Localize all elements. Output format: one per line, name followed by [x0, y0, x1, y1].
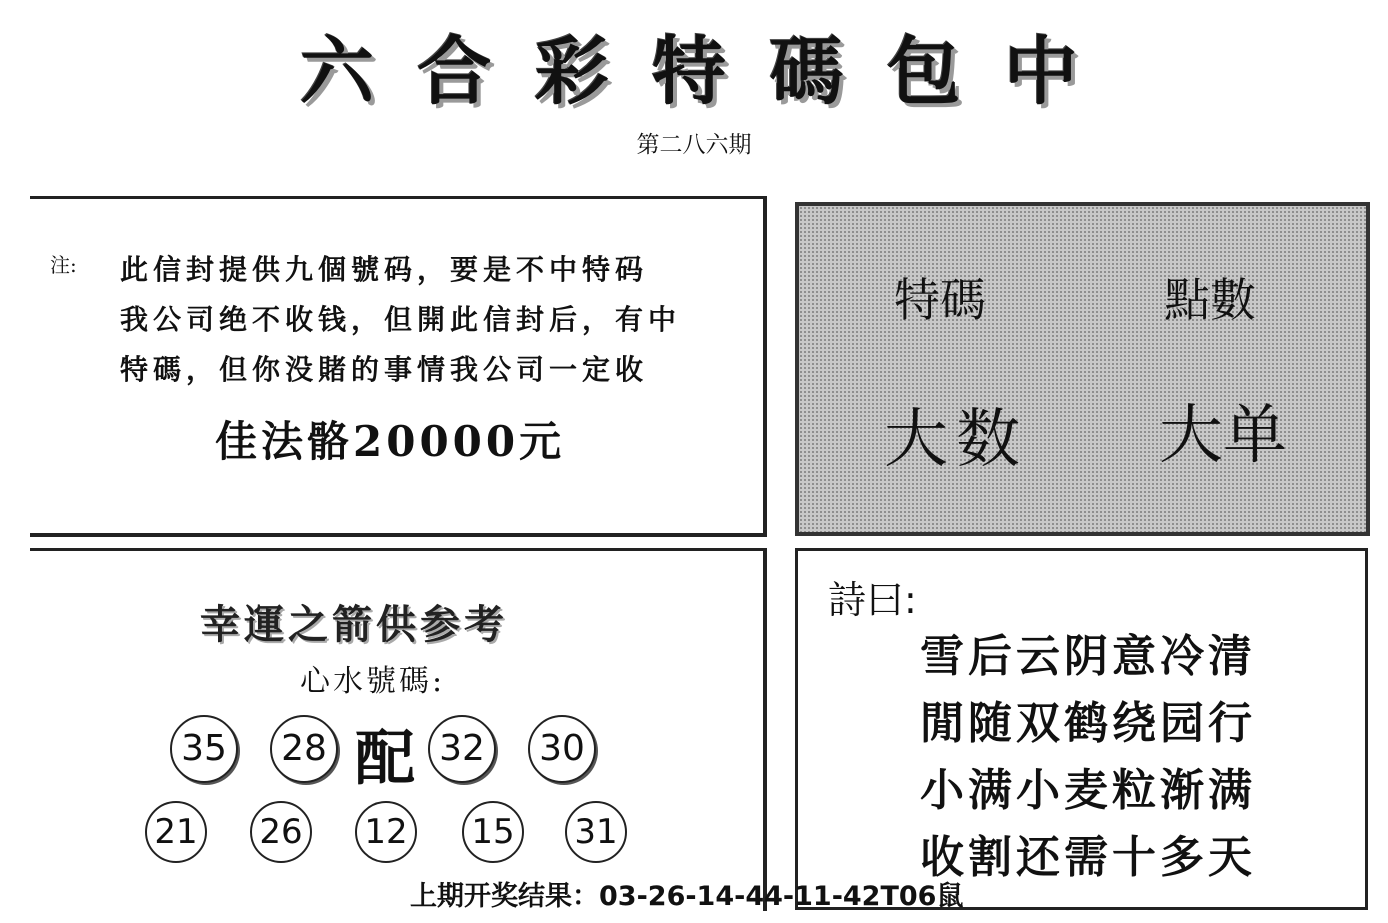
note-line: 我公司绝不收钱，但開此信封后，有中 [120, 303, 682, 336]
note-label: 注: [50, 253, 77, 277]
number-ball: 26 [250, 801, 312, 863]
tip-header-right: 點數 [1164, 273, 1256, 327]
lucky-panel [30, 548, 767, 911]
poem-line: 閒随双鹤绕园行 [920, 698, 1256, 749]
lucky-subtitle: 心水號碼: [300, 664, 446, 699]
last-result: 上期开奖结果：03-26-14-44-11-42T06鼠 [410, 881, 964, 912]
poem-panel [795, 548, 1368, 910]
title-char: 包 [886, 28, 963, 115]
number-ball: 35 [170, 715, 238, 783]
title-char: 碼 [769, 28, 846, 115]
poem-line: 小满小麦粒渐满 [920, 765, 1256, 816]
poem-line: 雪后云阴意冷清 [920, 631, 1256, 682]
number-ball: 21 [145, 801, 207, 863]
note-line: 特碼，但你没賭的事情我公司一定收 [120, 353, 649, 386]
pei-glyph: 配 [355, 724, 415, 794]
title-char: 特 [651, 28, 728, 115]
poem-label: 詩曰: [828, 578, 917, 622]
title-char: 中 [1003, 28, 1080, 115]
tip-panel [795, 202, 1370, 536]
issue-number: 第二八六期 [636, 132, 752, 158]
title-char: 彩 [534, 28, 611, 115]
tip-header-left: 特碼 [894, 273, 986, 327]
poem-line: 收割还需十多天 [920, 832, 1256, 883]
prize-amount: 佳法骼20000元 [215, 417, 566, 466]
number-ball: 28 [270, 715, 338, 783]
note-panel [30, 196, 767, 537]
number-ball: 12 [355, 801, 417, 863]
poem-text [920, 623, 1256, 891]
number-ball: 30 [528, 715, 596, 783]
lucky-title: 幸運之箭供参考 [200, 601, 508, 648]
page-title [300, 18, 1080, 113]
tip-value-left: 大数 [884, 403, 1028, 477]
note-line: 此信封提供九個號码，要是不中特码 [120, 253, 649, 286]
title-char: 六 [300, 28, 376, 115]
number-ball: 31 [565, 801, 627, 863]
number-ball: 32 [428, 715, 496, 783]
title-char: 合 [417, 28, 494, 115]
note-text [120, 245, 740, 395]
tip-value-right: 大单 [1159, 399, 1287, 473]
number-ball: 15 [462, 801, 524, 863]
